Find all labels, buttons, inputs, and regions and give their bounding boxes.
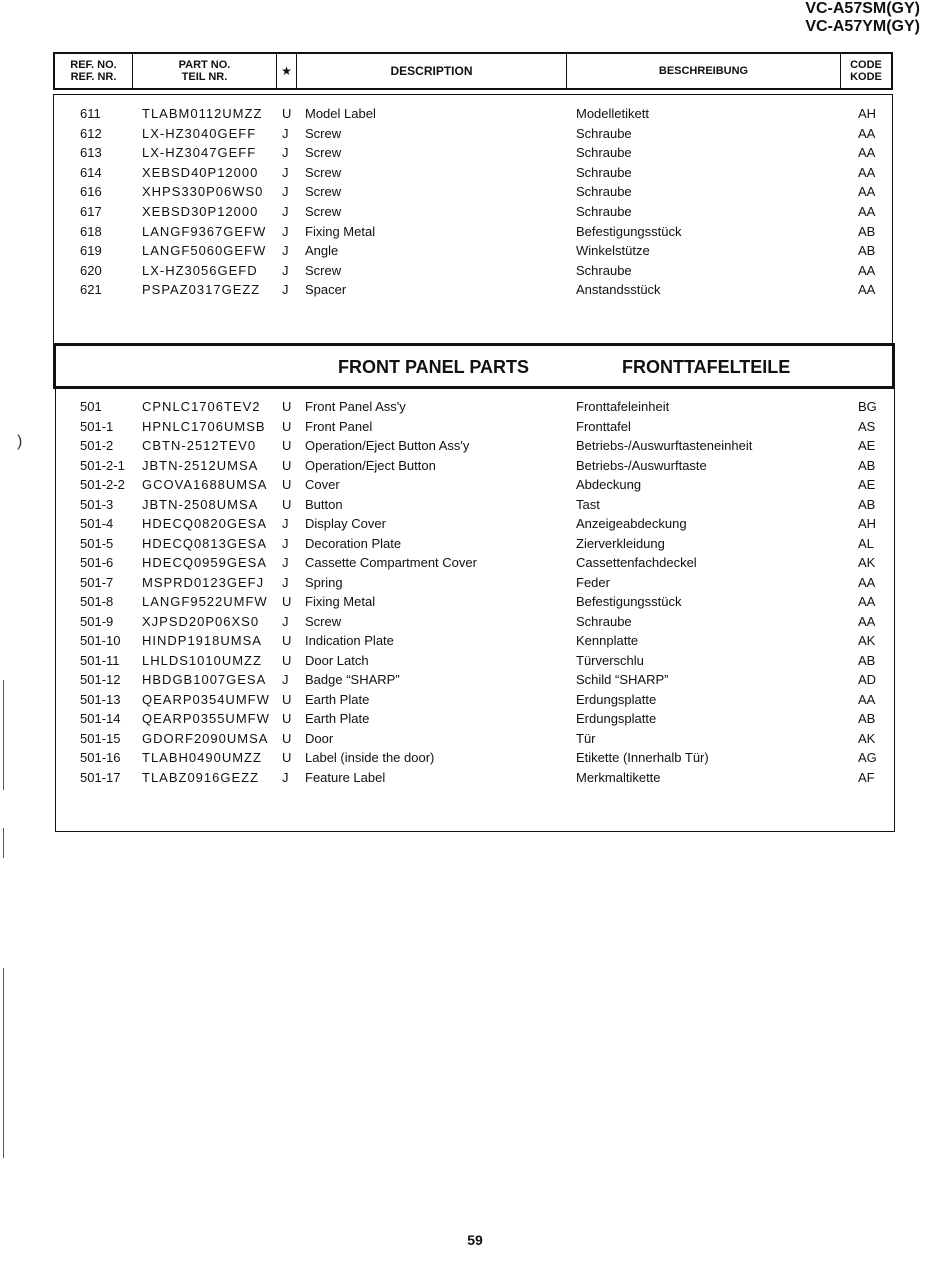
price-code: AA: [858, 125, 876, 141]
description-de: Betriebs-/Auswurftasteneinheit: [576, 438, 753, 453]
part-number: XEBSD30P12000: [142, 203, 259, 219]
table-row: [0, 670, 950, 690]
price-code: AA: [858, 691, 876, 707]
description-en: Screw: [305, 203, 342, 219]
mark-code: U: [282, 477, 292, 492]
part-number: TLABM0112UMZZ: [142, 106, 263, 121]
ref-number: 501-3: [80, 496, 114, 512]
header-description-label: DESCRIPTION: [390, 64, 473, 78]
price-code: AA: [858, 164, 876, 180]
description-en: Screw: [305, 145, 342, 161]
mark-code: J: [282, 145, 289, 161]
mark-code: J: [282, 516, 289, 531]
description-de: Türverschlu: [576, 652, 644, 668]
mark-code: J: [282, 125, 289, 141]
table-row: [0, 202, 950, 222]
table-header: [53, 52, 893, 90]
description-de: Abdeckung: [576, 477, 642, 492]
price-code: AL: [858, 535, 874, 551]
part-number: LANGF5060GEFW: [142, 243, 267, 259]
description-en: Earth Plate: [305, 711, 370, 726]
description-de: Schraube: [576, 184, 632, 200]
ref-number: 612: [80, 125, 102, 141]
description-de: Anzeigeabdeckung: [576, 516, 687, 531]
description-en: Front Panel Ass'y: [305, 399, 406, 414]
description-de: Feder: [576, 574, 610, 590]
description-de: Etikette (Innerhalb Tür): [576, 750, 709, 765]
price-code: AH: [858, 106, 877, 121]
mark-code: U: [282, 106, 292, 121]
description-en: Cassette Compartment Cover: [305, 555, 477, 570]
description-en: Operation/Eject Button: [305, 457, 436, 473]
ref-number: 621: [80, 282, 102, 298]
table-row: [0, 261, 950, 281]
header-ref-nr: REF. NR.: [70, 71, 117, 83]
price-code: AK: [858, 555, 876, 570]
header-part: [133, 54, 277, 88]
mark-code: J: [282, 164, 289, 180]
part-number: PSPAZ0317GEZZ: [142, 282, 261, 298]
part-number: TLABZ0916GEZZ: [142, 769, 260, 785]
description-en: Label (inside the door): [305, 750, 435, 765]
part-number: GCOVA1688UMSA: [142, 477, 268, 492]
ref-number: 501-2-2: [80, 477, 125, 492]
description-en: Screw: [305, 164, 342, 180]
mark-code: U: [282, 633, 292, 648]
part-number: HDECQ0820GESA: [142, 516, 267, 531]
ref-number: 501-10: [80, 633, 121, 648]
description-en: Door Latch: [305, 652, 369, 668]
ref-number: 613: [80, 145, 102, 161]
table-row: [0, 222, 950, 242]
header-star: [277, 54, 297, 88]
table-row: [0, 573, 950, 593]
description-en: Screw: [305, 613, 342, 629]
ref-number: 619: [80, 243, 102, 259]
table-row: [0, 631, 950, 651]
description-de: Merkmaltikette: [576, 769, 661, 785]
description-de: Tast: [576, 496, 600, 512]
part-number: LX-HZ3056GEFD: [142, 262, 258, 278]
description-de: Schraube: [576, 125, 632, 141]
ref-number: 501-4: [80, 516, 114, 531]
model-numbers: [805, 0, 920, 36]
part-number: XJPSD20P06XS0: [142, 613, 260, 629]
description-en: Badge “SHARP”: [305, 672, 400, 687]
price-code: AB: [858, 711, 876, 726]
table-row: [0, 163, 950, 183]
mark-code: U: [282, 652, 292, 668]
header-beschreibung: [567, 54, 841, 88]
table-row: [0, 514, 950, 534]
part-number: HBDGB1007GESA: [142, 672, 267, 687]
description-de: Cassettenfachdeckel: [576, 555, 697, 570]
part-number: LANGF9367GEFW: [142, 223, 267, 239]
price-code: AB: [858, 243, 876, 259]
part-number: JBTN-2512UMSA: [142, 457, 259, 473]
table-row: [0, 456, 950, 476]
mark-code: J: [282, 535, 289, 551]
description-de: Winkelstütze: [576, 243, 650, 259]
part-number: CPNLC1706TEV2: [142, 399, 261, 414]
mark-code: J: [282, 243, 289, 259]
description-en: Door: [305, 730, 334, 746]
mark-code: J: [282, 262, 289, 278]
ref-number: 501-7: [80, 574, 114, 590]
description-en: Spring: [305, 574, 343, 590]
part-number: MSPRD0123GEFJ: [142, 574, 265, 590]
mark-code: U: [282, 399, 292, 414]
table-row: [0, 495, 950, 515]
description-de: Schraube: [576, 145, 632, 161]
mark-code: J: [282, 613, 289, 629]
mark-code: J: [282, 223, 289, 239]
price-code: AA: [858, 184, 876, 200]
price-code: AB: [858, 652, 876, 668]
ref-number: 501-6: [80, 555, 114, 570]
description-en: Model Label: [305, 106, 376, 121]
ref-number: 501-2-1: [80, 457, 125, 473]
description-de: Fronttafel: [576, 418, 631, 434]
mark-code: J: [282, 672, 289, 687]
part-number: XEBSD40P12000: [142, 164, 259, 180]
description-en: Indication Plate: [305, 633, 394, 648]
description-en: Earth Plate: [305, 691, 370, 707]
part-number: JBTN-2508UMSA: [142, 496, 259, 512]
price-code: AA: [858, 574, 876, 590]
description-de: Schraube: [576, 203, 632, 219]
description-en: Display Cover: [305, 516, 386, 531]
ref-number: 501: [80, 399, 102, 414]
table-row: [0, 729, 950, 749]
table-row: [0, 436, 950, 456]
description-en: Angle: [305, 243, 339, 259]
description-en: Fixing Metal: [305, 594, 376, 609]
description-de: Anstandsstück: [576, 282, 661, 298]
ref-number: 617: [80, 203, 102, 219]
table-row: [0, 143, 950, 163]
part-number: HDECQ0959GESA: [142, 555, 267, 570]
ref-number: 501-2: [80, 438, 114, 453]
part-number: LX-HZ3040GEFF: [142, 125, 257, 141]
ref-number: 501-5: [80, 535, 114, 551]
margin-line: [3, 680, 4, 790]
description-de: Erdungsplatte: [576, 691, 657, 707]
mark-code: U: [282, 711, 292, 726]
table-row: [0, 397, 950, 417]
table-row: [0, 241, 950, 261]
description-de: Betriebs-/Auswurftaste: [576, 457, 707, 473]
part-number: HDECQ0813GESA: [142, 535, 267, 551]
ref-number: 501-8: [80, 594, 114, 609]
mark-code: U: [282, 496, 292, 512]
price-code: AA: [858, 594, 876, 609]
description-en: Button: [305, 496, 343, 512]
table-row: [0, 182, 950, 202]
description-en: Decoration Plate: [305, 535, 402, 551]
ref-number: 611: [80, 106, 101, 121]
description-de: Befestigungsstück: [576, 594, 682, 609]
price-code: AK: [858, 633, 876, 648]
part-number: XHPS330P06WS0: [142, 184, 264, 200]
section-title-de: FRONTTAFELTEILE: [622, 357, 791, 377]
part-number: QEARP0354UMFW: [142, 691, 270, 707]
description-en: Screw: [305, 262, 342, 278]
price-code: AA: [858, 145, 876, 161]
ref-number: 501-11: [80, 652, 120, 668]
description-de: Schild “SHARP”: [576, 672, 669, 687]
description-en: Cover: [305, 477, 340, 492]
table-row: [0, 475, 950, 495]
table-row: [0, 768, 950, 788]
description-de: Schraube: [576, 164, 632, 180]
part-number: QEARP0355UMFW: [142, 711, 270, 726]
ref-number: 501-1: [80, 418, 114, 434]
margin-bracket: ): [17, 433, 23, 450]
table-row: [0, 534, 950, 554]
part-number: LANGF9522UMFW: [142, 594, 268, 609]
price-code: AG: [858, 750, 877, 765]
ref-number: 501-9: [80, 613, 114, 629]
ref-number: 501-13: [80, 691, 121, 707]
price-code: AA: [858, 282, 876, 298]
mark-code: J: [282, 555, 289, 570]
ref-number: 501-17: [80, 769, 121, 785]
table-row: [0, 651, 950, 671]
table-row: [0, 690, 950, 710]
model-number-2: VC-A57YM(GY): [805, 18, 920, 35]
table-row: [0, 417, 950, 437]
description-en: Screw: [305, 184, 342, 200]
ref-number: 501-14: [80, 711, 121, 726]
mark-code: U: [282, 418, 292, 434]
description-de: Modelletikett: [576, 106, 649, 121]
price-code: AA: [858, 203, 876, 219]
price-code: BG: [858, 399, 877, 414]
part-number: CBTN-2512TEV0: [142, 438, 257, 453]
mark-code: U: [282, 750, 292, 765]
ref-number: 614: [80, 164, 102, 180]
description-de: Schraube: [576, 613, 632, 629]
description-de: Zierverkleidung: [576, 535, 665, 551]
price-code: AA: [858, 262, 876, 278]
ref-number: 501-16: [80, 750, 121, 765]
header-description: [297, 54, 567, 88]
description-en: Screw: [305, 125, 342, 141]
part-number: LHLDS1010UMZZ: [142, 652, 262, 668]
margin-line: [3, 968, 4, 1158]
description-en: Front Panel: [305, 418, 373, 434]
mark-code: U: [282, 438, 292, 453]
mark-code: J: [282, 184, 289, 200]
ref-number: 620: [80, 262, 102, 278]
table-row: [0, 748, 950, 768]
star-icon: ★: [281, 64, 292, 78]
section-banner: [53, 343, 895, 389]
mark-code: U: [282, 457, 292, 473]
header-code-label: CODE: [850, 59, 882, 71]
mark-code: U: [282, 730, 292, 746]
price-code: AS: [858, 418, 876, 434]
margin-line: [3, 828, 4, 858]
price-code: AH: [858, 516, 877, 531]
mark-code: J: [282, 203, 289, 219]
header-part-no: PART NO.: [178, 59, 231, 71]
table-row: [0, 553, 950, 573]
description-de: Kennplatte: [576, 633, 639, 648]
model-number-1: VC-A57SM(GY): [805, 0, 920, 17]
ref-number: 616: [80, 184, 102, 200]
mark-code: J: [282, 574, 289, 590]
table-row: [0, 592, 950, 612]
part-number: HINDP1918UMSA: [142, 633, 262, 648]
description-en: Fixing Metal: [305, 223, 376, 239]
header-ref-no: REF. NO.: [70, 59, 117, 71]
price-code: AB: [858, 223, 876, 239]
description-de: Befestigungsstück: [576, 223, 682, 239]
ref-number: 618: [80, 223, 102, 239]
parts-list-section2: [0, 397, 950, 787]
header-code: [841, 54, 891, 88]
table-row: [0, 280, 950, 300]
part-number: GDORF2090UMSA: [142, 730, 269, 746]
price-code: AK: [858, 730, 876, 746]
price-code: AB: [858, 496, 876, 512]
price-code: AF: [858, 769, 875, 785]
parts-list-section1: [0, 104, 950, 300]
page-number: 59: [467, 1232, 483, 1248]
section-title-en: FRONT PANEL PARTS: [338, 357, 530, 377]
header-kode-label: KODE: [850, 71, 882, 83]
mark-code: J: [282, 769, 289, 785]
table-row: [0, 104, 950, 124]
part-number: TLABH0490UMZZ: [142, 750, 262, 765]
description-en: Feature Label: [305, 769, 386, 785]
price-code: AD: [858, 672, 877, 687]
description-de: Erdungsplatte: [576, 711, 657, 726]
ref-number: 501-15: [80, 730, 121, 746]
table-row: [0, 612, 950, 632]
table-row: [0, 709, 950, 729]
part-number: LX-HZ3047GEFF: [142, 145, 257, 161]
mark-code: J: [282, 282, 289, 298]
ref-number: 501-12: [80, 672, 121, 687]
header-teil-nr: TEIL NR.: [181, 71, 228, 83]
part-number: HPNLC1706UMSB: [142, 418, 266, 434]
description-en: Spacer: [305, 282, 347, 298]
price-code: AE: [858, 438, 876, 453]
header-ref: [55, 54, 133, 88]
price-code: AB: [858, 457, 876, 473]
mark-code: U: [282, 691, 292, 707]
description-en: Operation/Eject Button Ass'y: [305, 438, 470, 453]
header-beschreibung-label: BESCHREIBUNG: [658, 65, 749, 77]
table-row: [0, 124, 950, 144]
description-de: Schraube: [576, 262, 632, 278]
description-de: Tür: [576, 730, 596, 746]
price-code: AE: [858, 477, 876, 492]
description-de: Fronttafeleinheit: [576, 399, 670, 414]
price-code: AA: [858, 613, 876, 629]
mark-code: U: [282, 594, 292, 609]
